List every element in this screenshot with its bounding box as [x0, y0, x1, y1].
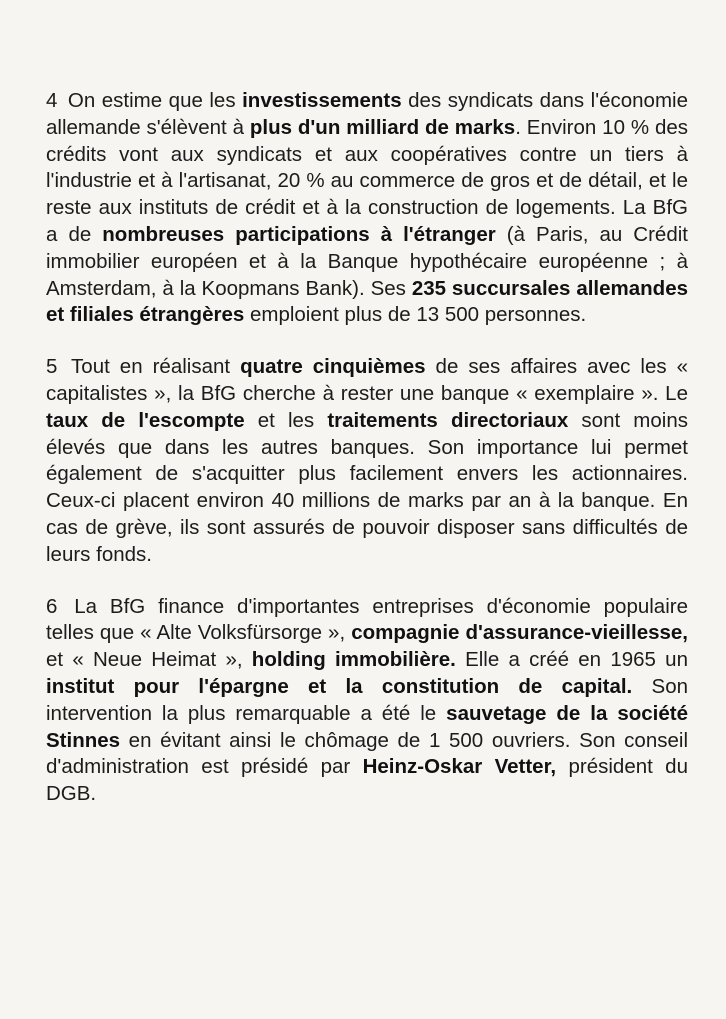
text-run: des syndicats dans l'économie allemande s'élèvent à	[46, 89, 688, 139]
text-run: sont moins élevés que dans les autres banques. Son importance lui permet également de s'acquitter plus facilement envers les actionnaires. Ceux-ci placent environ 40 millions de marks par an à la banque. En cas de grève, ils sont assurés de pouvoir disposer sans difficultés de leurs fonds.	[46, 408, 688, 566]
text-run: et « Neue Heimat »,	[46, 648, 252, 672]
bold-run: compagnie d'assurance-vieillesse,	[351, 621, 688, 645]
bold-run: taux de l'escompte	[46, 408, 245, 432]
text-run: en évitant ainsi le chômage de 1 500 ouvriers. Son conseil d'administration est présidé par	[46, 728, 688, 779]
text-run: Elle a créé en 1965 un	[455, 648, 688, 672]
text-run: Tout en réalisant	[71, 355, 241, 379]
bold-run: sauvetage de la société Stinnes	[46, 701, 688, 752]
bold-run: plus d'un milliard de marks	[249, 115, 516, 139]
paragraph-4	[46, 88, 688, 329]
document-page	[46, 88, 688, 833]
text-run: de ses affaires avec les « capitalistes », la BfG cherche à rester une banque « exemplaire ». Le	[46, 355, 689, 405]
text-run: président du DGB.	[46, 755, 688, 806]
text-run: . Environ 10 % des crédits vont aux syndicats et aux coopératives contre un tiers à l'industrie et à l'artisanat, 20 % au commerce de gros et de détail, et le reste aux instituts de crédit et à la construction de logements. La BfG a de	[46, 115, 688, 246]
paragraph-6	[46, 594, 688, 808]
bold-run: institut pour l'épargne et la constitution de capital.	[46, 674, 633, 698]
bold-run: holding immobilière.	[251, 648, 456, 672]
paragraph-5	[46, 354, 688, 568]
bold-run: Heinz-Oskar Vetter,	[362, 755, 557, 779]
text-run: La BfG finance d'importantes entreprises d'économie populaire telles que « Alte Volksfürsorge »,	[46, 594, 688, 645]
bold-run: traitements directoriaux	[327, 408, 569, 432]
bold-run: investissements	[242, 89, 402, 112]
paragraph-number: 4	[46, 89, 58, 112]
text-run: Son intervention la plus remarquable a été le	[46, 674, 688, 725]
paragraph-number: 5	[46, 355, 58, 379]
text-run: et les	[244, 408, 328, 432]
paragraph-number: 6	[46, 594, 58, 618]
text-run: (à Paris, au Crédit immobilier européen et à la Banque hypothécaire européenne ; à Amsterdam, à la Koopmans Bank). Ses	[46, 222, 688, 300]
text-run: emploient plus de 13 500 personnes.	[244, 303, 587, 327]
text-run: On estime que les	[67, 89, 243, 112]
bold-run: nombreuses participations à l'étranger	[102, 222, 496, 246]
bold-run: quatre cinquièmes	[240, 355, 426, 379]
bold-run: 235 succursales allemandes et filiales étrangères	[46, 276, 688, 327]
